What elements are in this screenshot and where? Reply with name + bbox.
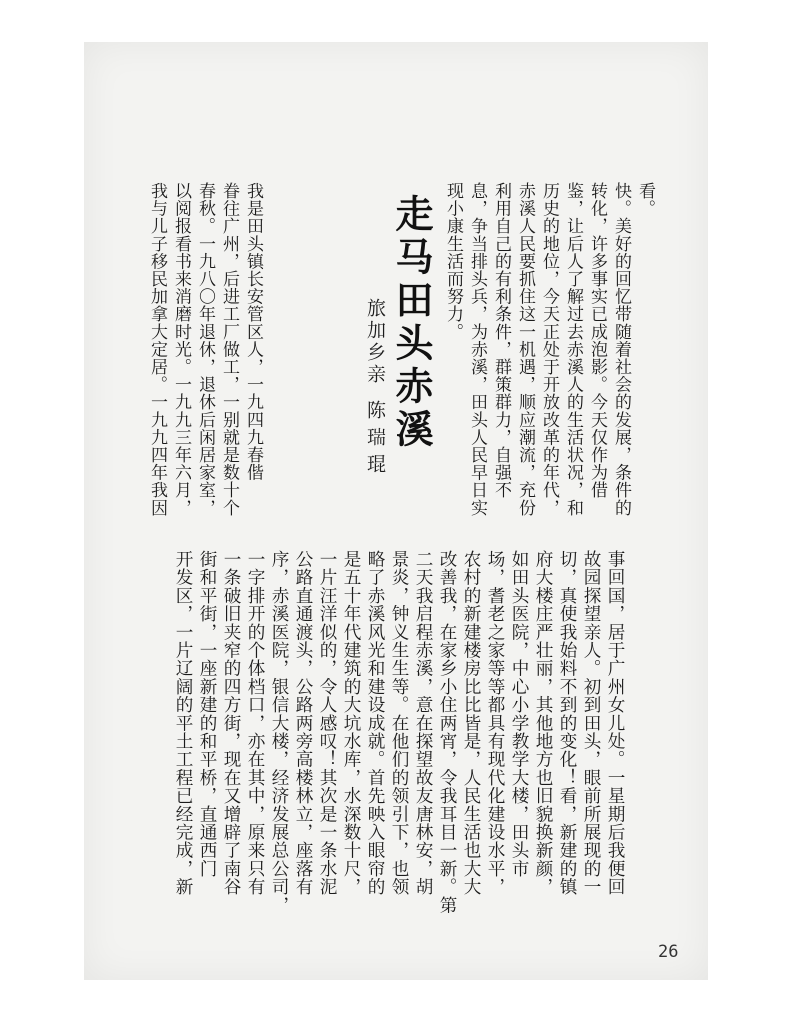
text-column: 一片汪洋似的，令人感叹！其次是一条水泥 [317, 550, 337, 896]
text-column: 略了赤溪风光和建设成就。首先映入眼帘的 [365, 550, 385, 896]
text-column: 序，赤溪医院，银信大楼，经济发展总公司， [269, 550, 289, 914]
text-column: 府大楼庄严壮丽，其他地方也旧貌换新颜， [533, 550, 553, 896]
text-column: 是五十年代建筑的大坑水库，水深数十尺， [341, 550, 361, 896]
text-column: 赤溪人民要抓住这一机遇，顺应潮流，充份 [515, 182, 535, 517]
text-column: 事回国，居于广州女儿处。一星期后我便回 [605, 550, 625, 896]
text-column: 眷往广州，后进工厂做工，一别就是数十个 [219, 182, 239, 517]
text-column: 息，争当排头兵，为赤溪，田头人民早日实 [467, 182, 487, 517]
text-column: 故园探望亲人。初到田头，眼前所展现的一 [581, 550, 601, 896]
text-column: 历史的地位，今天正处于开放改革的年代， [539, 182, 559, 517]
author-name: 陈瑞琨 [364, 400, 386, 481]
text-column: 景炎，钟义生生等。在他们的领引下，也领 [389, 550, 409, 896]
text-column: 改善我，在家乡小住两宵，令我耳目一新。第 [437, 550, 457, 914]
text-column: 转化，许多事实已成泡影。今天仅作为借 [587, 182, 607, 499]
text-column: 开发区，一片辽阔的平土工程已经完成，新 [173, 550, 193, 896]
text-column: 场，耆老之家等等都具有现代化建设水平， [485, 550, 505, 896]
text-column: 以阅报看书来消磨时光。一九九三年六月， [171, 182, 191, 517]
text-column: 春秋。一九八〇年退休，退休后闲居家室， [195, 182, 215, 517]
text-column: 农村的新建楼房比比皆是，人民生活也大大 [461, 550, 481, 896]
text-column: 如田头医院，中心小学教学大楼，田头市 [509, 550, 529, 878]
text-column: 快。美好的回忆带随着社会的发展，条件的 [611, 182, 631, 517]
text-column: 街和平街，一座新建的和平桥，直通西门 [197, 550, 217, 878]
text-column: 切，真使我始料不到的变化！看，新建的镇 [557, 550, 577, 896]
text-column: 我是田头镇长安管区人，一九四九春偕 [243, 182, 263, 482]
book-page [84, 42, 708, 980]
article-title: 走马田头赤溪 [389, 194, 434, 452]
text-column: 公路直通渡头，公路两旁高楼林立，座落有 [293, 550, 313, 896]
text-column: 我与儿子移民加拿大定居。一九九四年我因 [147, 182, 167, 517]
page-number: 26 [658, 942, 679, 962]
author-place: 旅加乡亲 [364, 298, 386, 386]
text-column: 鉴，让后人了解过去赤溪人的生活状况，和 [563, 182, 583, 517]
text-column: 二天我启程赤溪，意在探望故友唐林安，胡 [413, 550, 433, 896]
text-column: 一条破旧夹窄的四方街，现在又增辟了南谷 [221, 550, 241, 896]
text-column: 现小康生活而努力。 [443, 182, 463, 341]
text-column: 利用自己的有利条件，群策群力，自强不 [491, 182, 511, 499]
text-column: 一字排开的个体档口，亦在其中，原来只有 [245, 550, 265, 896]
text-column: 看。 [635, 182, 655, 218]
